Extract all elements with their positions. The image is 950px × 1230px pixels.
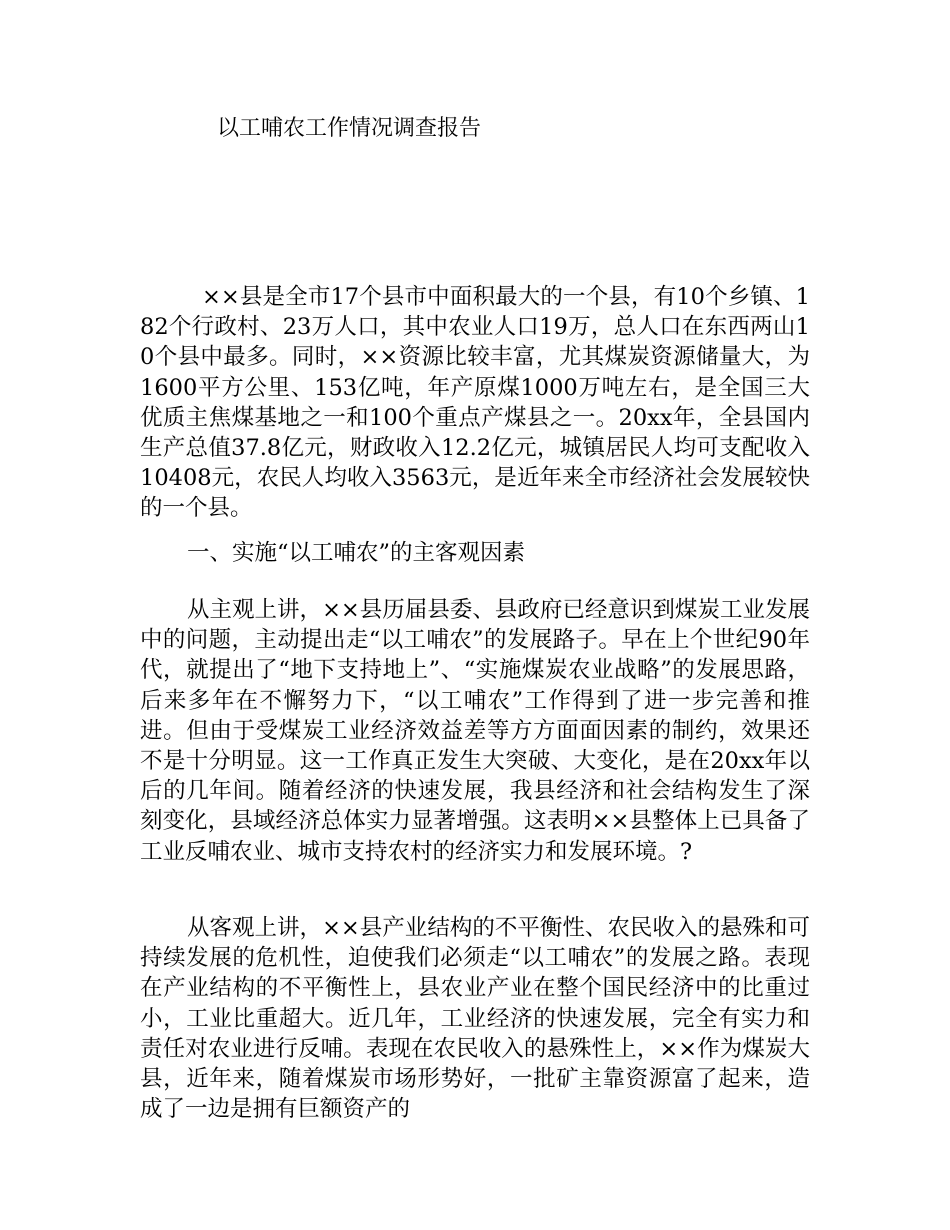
section-heading-factors: 一、实施“以工哺农”的主客观因素 [187, 540, 526, 566]
paragraph-objective: 从客观上讲，××县产业结构的不平衡性、农民收入的悬殊和可持续发展的危机性，迫使我们必须走“以工哺农”的发展之路。表现在产业结构的不平衡性上，县农业产业在整个国民经济中的比重过小，工业比重超大。近几年，工业经济的快速发展，完全有实力和责任对农业进行反哺。表现在农民收入的悬殊性上，××作为煤炭大县，近年来，随着煤炭市场形势好，一批矿主靠资源富了起来，造成了一边是拥有巨额资产的 [140, 915, 810, 1123]
paragraph-subjective: 从主观上讲，××县历届县委、县政府已经意识到煤炭工业发展中的问题，主动提出走“以工哺农”的发展路子。早在上个世纪90年代，就提出了“地下支持地上”、“实施煤炭农业战略”的发展思路，后来多年在不懈努力下，“以工哺农”工作得到了进一步完善和推进。但由于受煤炭工业经济效益差等方方面面因素的制约，效果还不是十分明显。这一工作真正发生大突破、大变化，是在20xx年以后的几年间。随着经济的快速发展，我县经济和社会结构发生了深刻变化，县域经济总体实力显著增强。这表明××县整体上已具备了工业反哺农业、城市支持农村的经济实力和发展环境。? [140, 597, 810, 865]
document-title: 以工哺农工作情况调查报告 [217, 116, 482, 141]
paragraph-county-overview: ××县是全市17个县市中面积最大的一个县，有10个乡镇、182个行政村、23万人口，其中农业人口19万，总人口在东西两山10个县中最多。同时，××资源比较丰富，尤其煤炭资源储量大，为1600平方公里、153亿吨，年产原煤1000万吨左右，是全国三大优质主焦煤基地之一和100个重点产煤县之一。20xx年，全县国内生产总值37.8亿元，财政收入12.2亿元，城镇居民人均可支配收入10408元，农民人均收入3563元，是近年来全市经济社会发展较快的一个县。 [140, 284, 810, 522]
